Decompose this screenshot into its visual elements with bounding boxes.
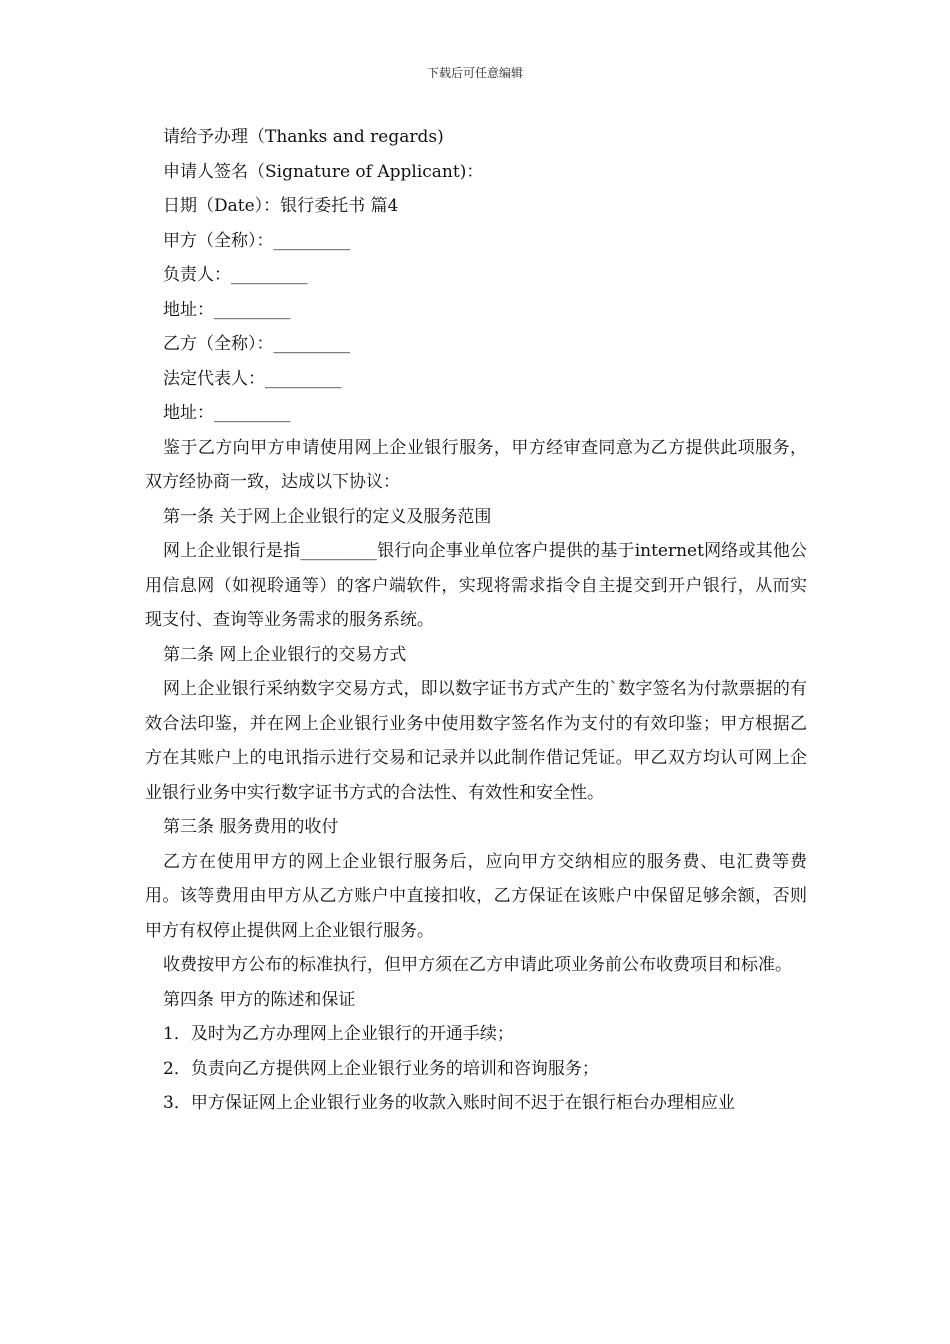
article-4-item-2: 2．负责向乙方提供网上企业银行业务的培训和咨询服务；: [163, 1058, 599, 1079]
page-header: 下载后可任意编辑: [426, 66, 523, 80]
article-2-paragraph: 网上企业银行采纳数字交易方式，即以数字证书方式产生的`数字签名为付款票据的有效合法印鉴，并在网上企业银行业务中使用数字签名作为支付的有效印鉴；甲方根据乙方在其账户上的电讯指示进行交易和记录并以此制作借记凭证。甲乙双方均认可网上企业银行业务中实行数字证书方式的合法性、有效性和安全性。: [145, 679, 807, 803]
applicant-signature-line: 申请人签名（Signature of Applicant)：: [163, 161, 484, 182]
article-4-heading: 第四条 甲方的陈述和保证: [163, 989, 356, 1010]
party-a-person-in-charge-line: 负责人：_________: [163, 265, 308, 285]
date-line: 日期（Date）：银行委托书 篇4: [163, 196, 399, 216]
party-a-address-line: 地址：_________: [163, 299, 291, 320]
article-2-heading: 第二条 网上企业银行的交易方式: [163, 644, 407, 665]
preamble-paragraph: 鉴于乙方向甲方申请使用网上企业银行服务，甲方经审查同意为乙方提供此项服务，双方经协商一致，达成以下协议：: [145, 437, 807, 492]
article-3-paragraph-1: 乙方在使用甲方的网上企业银行服务后，应向甲方交纳相应的服务费、电汇费等费用。该等费用由甲方从乙方账户中直接扣收，乙方保证在该账户中保留足够余额，否则甲方有权停止提供网上企业银行服务。: [145, 851, 807, 941]
closing-line: 请给予办理（Thanks and regards): [163, 127, 444, 147]
article-4-item-3: 3．甲方保证网上企业银行业务的收款入账时间不迟于在银行柜台办理相应业: [163, 1093, 735, 1113]
party-b-name-line: 乙方（全称）：_________: [163, 334, 350, 354]
document-body: [145, 120, 807, 1121]
party-a-name-line: 甲方（全称）：_________: [163, 230, 350, 251]
article-1-paragraph: 网上企业银行是指_________银行向企事业单位客户提供的基于internet网络或其他公用信息网（如视聆通等）的客户端软件，实现将需求指令自主提交到开户银行，从而实现支付、查询等业务需求的服务系统。: [145, 541, 807, 630]
party-b-address-line: 地址：_________: [163, 403, 291, 423]
article-3-paragraph-2: 收费按甲方公布的标准执行，但甲方须在乙方申请此项业务前公布收费项目和标准。: [163, 955, 792, 975]
article-4-item-1: 1．及时为乙方办理网上企业银行的开通手续；: [163, 1024, 514, 1044]
party-b-legal-representative-line: 法定代表人：_________: [163, 368, 342, 389]
article-1-heading: 第一条 关于网上企业银行的定义及服务范围: [163, 506, 492, 527]
article-3-heading: 第三条 服务费用的收付: [163, 817, 339, 837]
